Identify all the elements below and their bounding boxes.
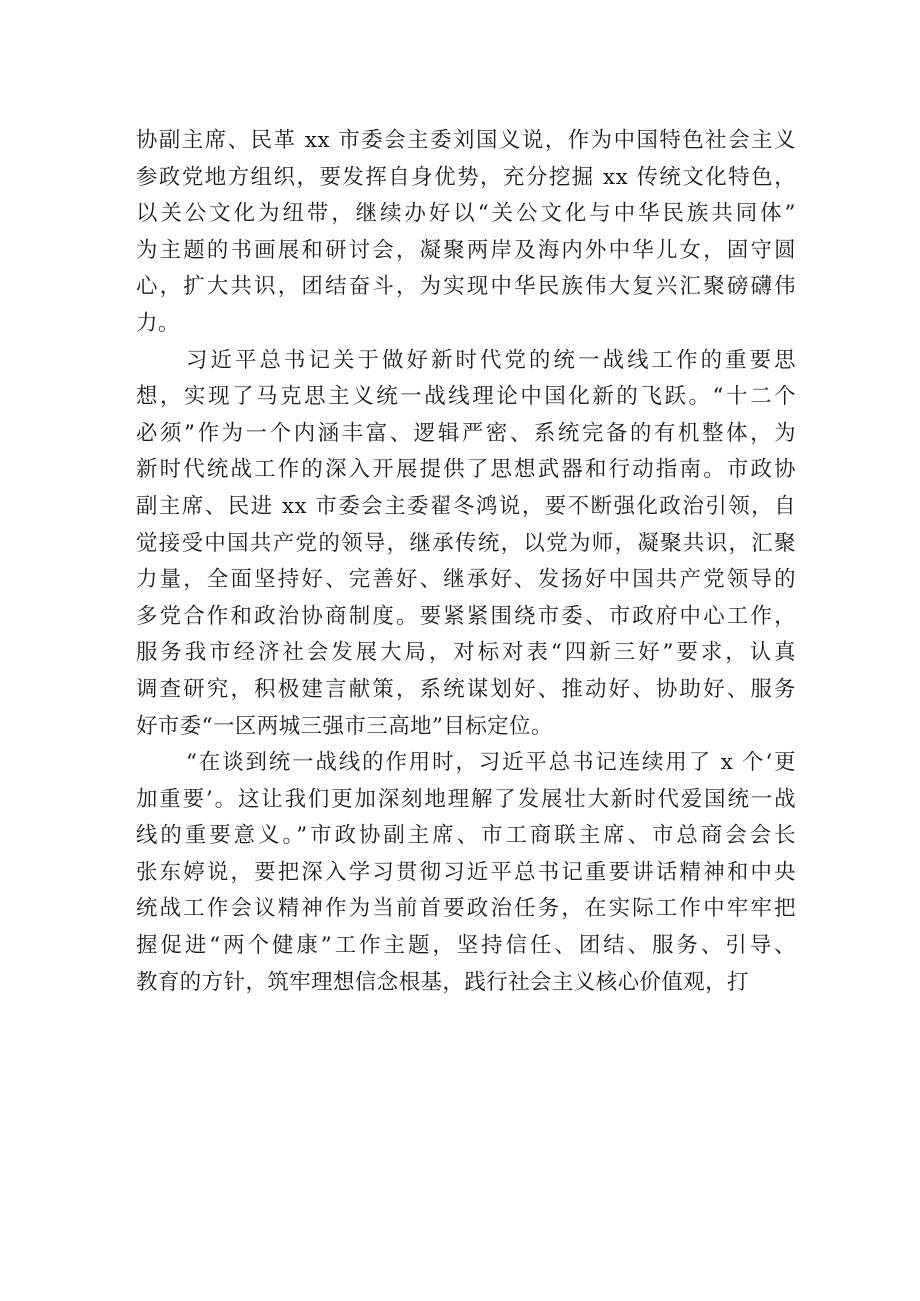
text-line: 心，扩大共识，团结奋斗，为实现中华民族伟大复兴汇聚磅礴伟 — [136, 274, 796, 300]
text-line: 调查研究，积极建言献策，系统谋划好、推动好、协助好、服务 — [136, 676, 796, 702]
text-line: 力。 — [136, 310, 180, 336]
text-line: 为主题的书画展和研讨会，凝聚两岸及海内外中华儿女，固守圆 — [136, 237, 796, 263]
text-line: 新时代统战工作的深入开展提供了思想武器和行动指南。市政协 — [136, 457, 796, 483]
paragraph — [136, 123, 796, 343]
text-line: 必须”作为一个内涵丰富、逻辑严密、系统完备的有机整体，为 — [136, 420, 796, 446]
text-line: 副主席、民进 xx 市委会主委翟冬鸿说，要不断强化政治引领，自 — [136, 493, 796, 519]
text-line: 想，实现了马克思主义统一战线理论中国化新的飞跃。“十二个 — [136, 384, 796, 410]
text-line: 服务我市经济社会发展大局，对标对表“四新三好”要求，认真 — [136, 640, 796, 666]
text-line: 张东婷说，要把深入学习贯彻习近平总书记重要讲话精神和中央 — [136, 859, 796, 885]
text-line: “在谈到统一战线的作用时，习近平总书记连续用了 x 个‘更 — [186, 750, 796, 776]
text-line: 协副主席、民革 xx 市委会主委刘国义说，作为中国特色社会主义 — [136, 128, 796, 153]
body-text — [136, 123, 796, 1001]
text-line: 以关公文化为纽带，继续办好以“关公文化与中华民族共同体” — [136, 201, 796, 227]
text-line: 线的重要意义。”市政协副主席、市工商联主席、市总商会会长 — [136, 823, 796, 849]
text-line: 好市委“一区两城三强市三高地”目标定位。 — [136, 713, 553, 739]
text-line: 习近平总书记关于做好新时代党的统一战线工作的重要思 — [186, 347, 796, 373]
text-line: 统战工作会议精神作为当前首要政治任务，在实际工作中牢牢把 — [136, 896, 796, 922]
text-line: 加重要’。这让我们更加深刻地理解了发展壮大新时代爱国统一战 — [136, 786, 796, 812]
text-line: 力量，全面坚持好、完善好、继承好、发扬好中国共产党领导的 — [136, 567, 796, 593]
paragraph — [136, 343, 796, 746]
text-line: 参政党地方组织，要发挥自身优势，充分挖掘 xx 传统文化特色， — [136, 164, 796, 190]
paragraph — [136, 745, 796, 1001]
text-line: 教育的方针，筑牢理想信念根基，践行社会主义核心价值观，打 — [136, 969, 749, 995]
text-line: 握促进“两个健康”工作主题，坚持信任、团结、服务、引导、 — [136, 933, 796, 959]
text-line: 多党合作和政治协商制度。要紧紧围绕市委、市政府中心工作， — [136, 603, 796, 629]
text-line: 觉接受中国共产党的领导，继承传统，以党为师，凝聚共识，汇聚 — [136, 530, 796, 556]
